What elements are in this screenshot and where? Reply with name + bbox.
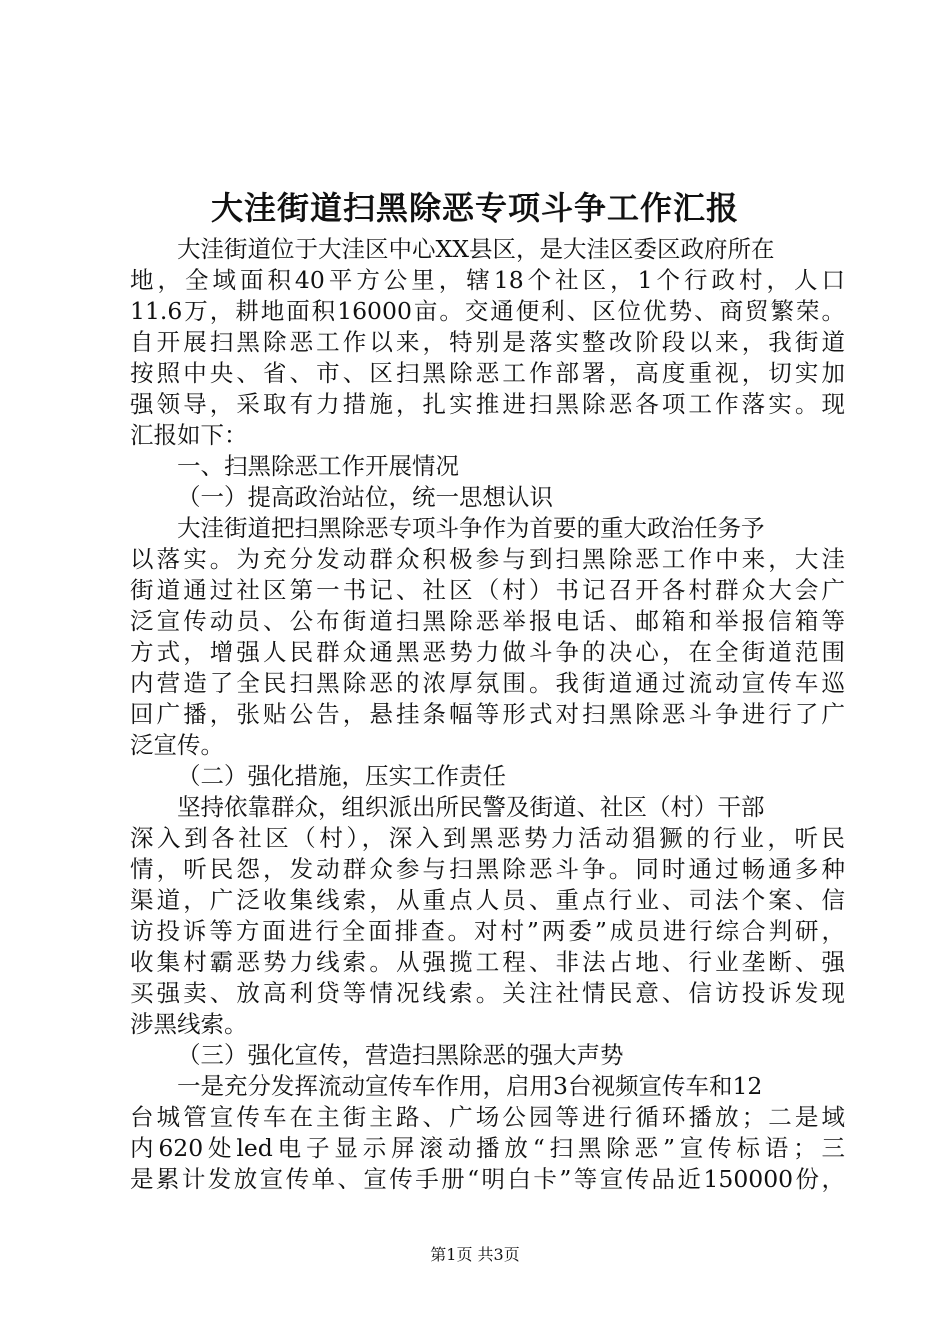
paragraph-line: 是累计发放宣传单、宣传手册“明白卡”等宣传品近150000份，: [130, 1165, 845, 1193]
paragraph-line: 一是充分发挥流动宣传车作用，启用3台视频宣传车和12: [177, 1072, 763, 1100]
paragraph-line: 内营造了全民扫黑除恶的浓厚氛围。我街道通过流动宣传车巡: [130, 669, 845, 697]
paragraph-line: 方式，增强人民群众通黑恶势力做斗争的决心，在全街道范围: [130, 638, 845, 666]
paragraph-line: 11.6万，耕地面积16000亩。交通便利、区位优势、商贸繁荣。: [130, 297, 845, 325]
document-title: 大洼街道扫黑除恶专项斗争工作汇报: [210, 189, 739, 227]
paragraph-line: 访投诉等方面进行全面排查。对村”两委”成员进行综合判研，: [130, 917, 845, 945]
paragraph-line: 泛宣传。: [130, 731, 224, 759]
subsection-heading: （三）强化宣传，营造扫黑除恶的强大声势: [177, 1041, 624, 1069]
paragraph-line: 买强卖、放高利贷等情况线索。关注社情民意、信访投诉发现: [130, 979, 845, 1007]
paragraph-line: 内620处led电子显示屏滚动播放“扫黑除恶”宣传标语；三: [130, 1134, 845, 1162]
section-heading: 一、扫黑除恶工作开展情况: [177, 452, 459, 480]
paragraph-line: 按照中央、省、市、区扫黑除恶工作部署，高度重视，切实加: [130, 359, 845, 387]
paragraph-line: 以落实。为充分发动群众积极参与到扫黑除恶工作中来，大洼: [130, 545, 845, 573]
paragraph-line: 大洼街道位于大洼区中心XX县区，是大洼区委区政府所在: [177, 235, 775, 263]
paragraph-line: 收集村霸恶势力线索。从强揽工程、非法占地、行业垄断、强: [130, 948, 845, 976]
document-body: [130, 234, 845, 1195]
paragraph-line: 街道通过社区第一书记、社区（村）书记召开各村群众大会广: [130, 576, 845, 604]
paragraph-line: 自开展扫黑除恶工作以来，特别是落实整改阶段以来，我街道: [130, 328, 845, 356]
paragraph-line: 深入到各社区（村），深入到黑恶势力活动猖獗的行业，听民: [130, 824, 845, 852]
paragraph-line: 坚持依靠群众，组织派出所民警及街道、社区（村）干部: [177, 793, 765, 821]
paragraph-line: 回广播，张贴公告，悬挂条幅等形式对扫黑除恶斗争进行了广: [130, 700, 845, 728]
subsection-heading: （一）提高政治站位，统一思想认识: [177, 483, 553, 511]
paragraph-line: 汇报如下：: [130, 421, 248, 449]
paragraph-line: 大洼街道把扫黑除恶专项斗争作为首要的重大政治任务予: [177, 514, 765, 542]
paragraph-line: 情，听民怨，发动群众参与扫黑除恶斗争。同时通过畅通多种: [130, 855, 845, 883]
paragraph-line: 渠道，广泛收集线索，从重点人员、重点行业、司法个案、信: [130, 886, 845, 914]
paragraph-line: 泛宣传动员、公布街道扫黑除恶举报电话、邮箱和举报信箱等: [130, 607, 845, 635]
subsection-heading: （二）强化措施，压实工作责任: [177, 762, 506, 790]
paragraph-line: 强领导，采取有力措施，扎实推进扫黑除恶各项工作落实。现: [130, 390, 845, 418]
paragraph-line: 地，全域面积40平方公里，辖18个社区，1个行政村，人口: [130, 266, 845, 294]
paragraph-line: 涉黑线索。: [130, 1010, 248, 1038]
page-footer: 第1页 共3页: [430, 1245, 520, 1264]
paragraph-line: 台城管宣传车在主街主路、广场公园等进行循环播放；二是域: [130, 1103, 845, 1131]
